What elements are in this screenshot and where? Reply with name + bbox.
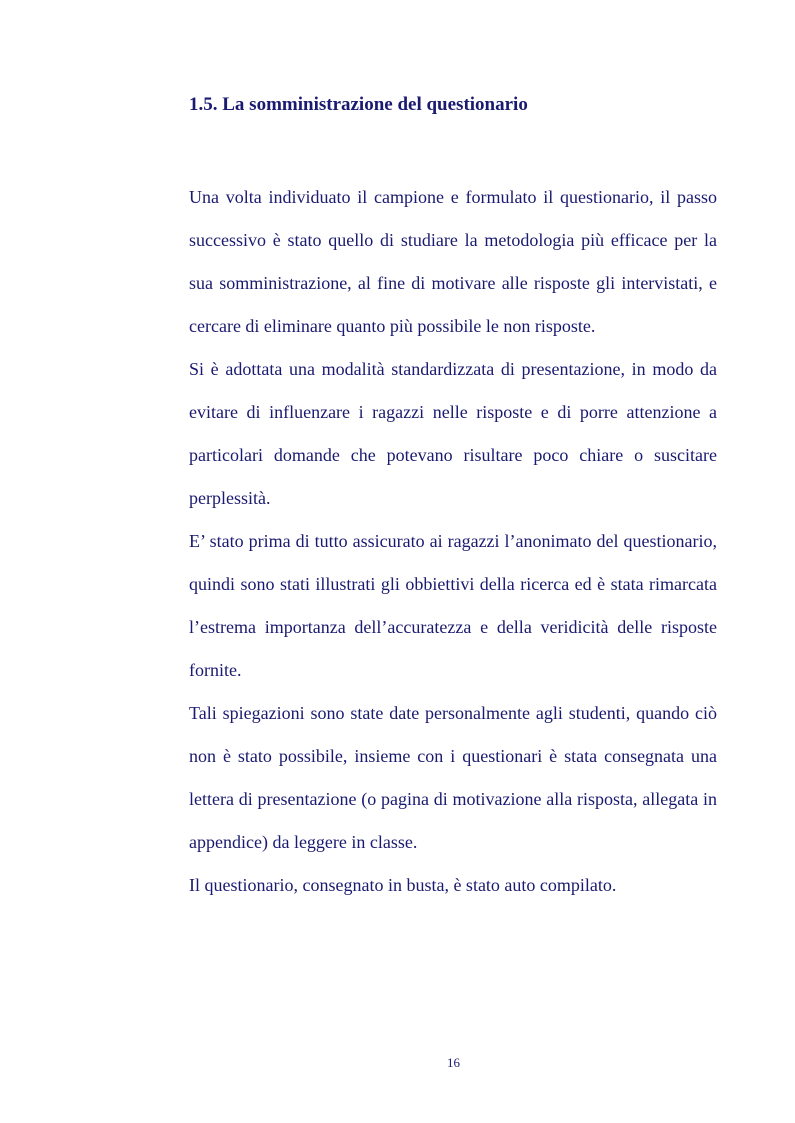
paragraph-anonymity: E’ stato prima di tutto assicurato ai ragazzi l’anonimato del questionario, quindi sono stati illustrati gli obbiettivi della ricerca ed è stata rimarcata l’estrema importanza dell’accuratezza e della veridicità delle risposte fornite.: [189, 531, 717, 680]
body-text: [189, 176, 717, 907]
paragraph-sampling: Una volta individuato il campione e formulato il questionario, il passo successivo è stato quello di studiare la metodologia più efficace per la sua somministrazione, al fine di motivare alle risposte gli intervistati, e cercare di eliminare quanto più possibile le non risposte.: [189, 187, 717, 336]
paragraph-standardized-mode: Si è adottata una modalità standardizzata di presentazione, in modo da evitare di influenzare i ragazzi nelle risposte e di porre attenzione a particolari domande che potevano risultare poco chiare o suscitare perplessità.: [189, 359, 717, 508]
section-title: 1.5. La somministrazione del questionario: [189, 94, 528, 115]
page-number: 16: [447, 1055, 460, 1070]
paragraph-explanations: Tali spiegazioni sono state date personalmente agli studenti, quando ciò non è stato possibile, insieme con i questionari è stata consegnata una lettera di presentazione (o pagina di motivazione alla risposta, allegata in appendice) da leggere in classe.: [189, 703, 717, 852]
paragraph-self-compiled: Il questionario, consegnato in busta, è stato auto compilato.: [189, 875, 617, 895]
